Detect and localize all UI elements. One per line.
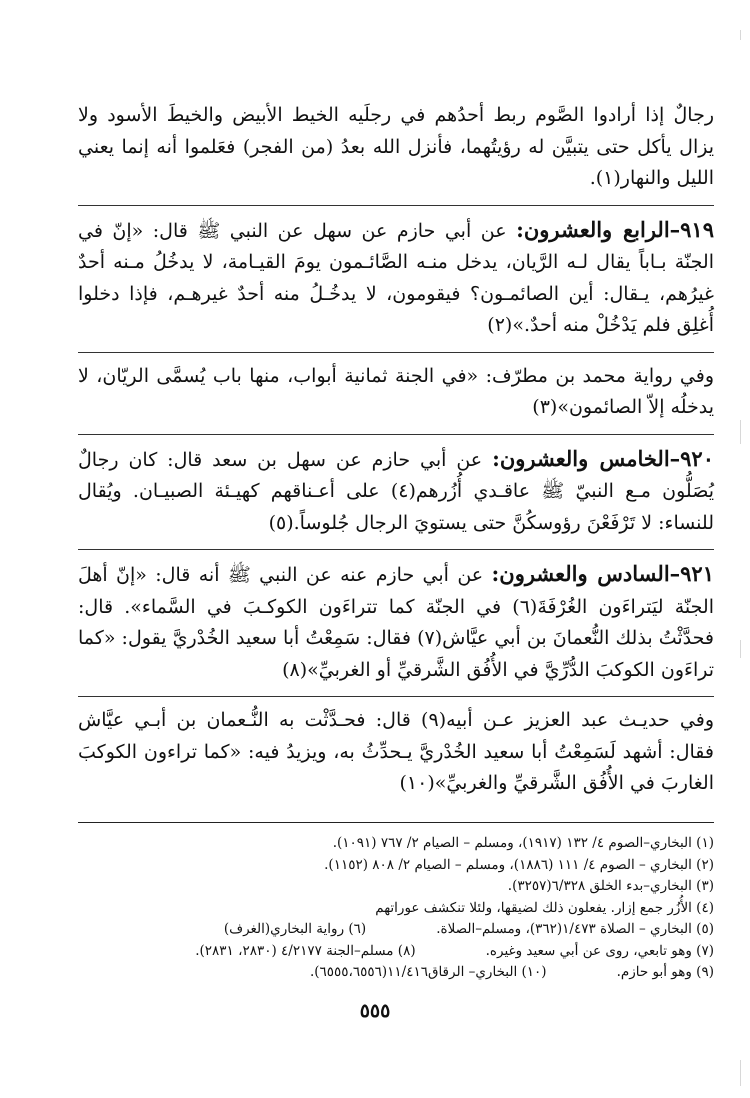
footnote-8: (٨) مسلم–الجنة ٤/٢١٧٧ (٢٨٣٠، ٢٨٣١). — [195, 942, 416, 959]
hadith-variant-paragraph — [78, 696, 714, 800]
hadith-text: عن أبي حازم عنه عن النبي ﷺ أنه قال: «إنّ أهلَ الجنّة ليَتراءَون الغُرْفَةَ(٦) في الجنّة كما تتراءَون الكوكـبَ في السَّماء». قال: فحدَّثْتُ بذلك النُّعمانَ بن أبي عيَّاش(٧) فقال: سَمِعْتُ أبا سعيد الخُدْريَّ يقول: «كما تراءَون الكوكبَ الدُّرِّيَّ في الأُفُق الشَّرقيِّ أو الغربيِّ»(٨) — [78, 564, 714, 681]
hadith-text: عن أبي حازم عن سهل بن سعد قال: كان رجالٌ يُصَلُّون مـع النبيّ ﷺ عاقـدي أُزُرهم(٤) على أعـناقهم كهيـئة الصبيـان. ويُقال للنساء: لا تَرْفَعْنَ رؤوسكُنَّ حتى يستويَ الرجال جُلوساً.(٥) — [78, 448, 714, 534]
hadith-920 — [78, 434, 714, 540]
scan-edge-mark — [740, 1060, 741, 1086]
footnote-row-5-6 — [78, 919, 714, 941]
footnote-6: (٦) رواية البخاري(الغرف) — [223, 921, 367, 937]
page-number: ٥٥٥ — [359, 1000, 391, 1022]
footnote-1: (١) البخاري–الصوم ٤/ ١٣٢ (١٩١٧)، ومسلم – الصيام ٢/ ٧٦٧ (١٠٩١). — [332, 835, 714, 851]
footnote-10: (١٠) البخاري– الرقاق١١/٤١٦(٦٥٥٥،٦٥٥٦). — [309, 964, 547, 980]
footnote-3: (٣) البخاري–بدء الخلق ٦/٣٢٨(٣٢٥٧). — [507, 878, 714, 894]
hadith-text: عن أبي حازم عن سهل عن النبي ﷺ قال: «إنّ في الجنّة بـاباً يقال لـه الرَّيان، يدخل منـه الصَّائـمون يومَ القيـامة، لا يدخُلُ مـنه أحدٌ غيرُهم، يـقال: أين الصائمـون؟ فيقومون، لا يدخُـلُ منه أحدٌ غيرهـم، فإذا دخلوا أُغلِق فلم يَدْخُلْ منه أحدٌ.»(٢) — [78, 219, 714, 336]
footnote-row-7-8 — [78, 941, 714, 963]
footnote-7: (٧) وهو تابعي، روى عن أبي سعيد وغيره. — [485, 942, 714, 959]
paragraph-text: رجالٌ إذا أرادوا الصَّوم ربط أحدُهم في رجلَيه الخيط الأبيض والخيطَ الأسود ولا يزال يأكل حتى يتبيَّن له رؤيتُهما، فأنزل الله بعدُ (من الفجر) فعَلموا أنه إنما يعني الليل والنهار(١). — [78, 104, 714, 189]
riwaya-paragraph — [78, 352, 714, 424]
hadith-heading: ٩٢٠–الخامس والعشرون: — [492, 445, 714, 471]
paragraph-continuation — [78, 100, 714, 195]
hadith-heading: ٩٢١–السادس والعشرون: — [491, 561, 714, 586]
hadith-heading: ٩١٩–الرابع والعشرون: — [516, 216, 714, 242]
hadith-921 — [78, 549, 714, 686]
footnote-4: (٤) الأُزُر جمع إزار. يفعلون ذلك لضيقها، ولئلا تنكشف عوراتهم — [375, 899, 714, 916]
scan-edge-mark — [740, 420, 741, 444]
main-text — [78, 100, 714, 810]
hadith-919 — [78, 205, 714, 342]
paragraph-text: وفي حديـث عبد العزيز عـن أبيه(٩) قال: فحـدَّثْت به النُّـعمان بن أبـي عيَّاش فقال: أشهد لَسَمِعْتُ أبا سعيد الخُدْريَّ يـحدِّثُ به، ويزيدُ فيه: «كما تراءون الكوكبَ الغاربَ في الأُفُق الشَّرقيِّ والغربيِّ»(١٠) — [78, 709, 714, 794]
footnote-5: (٥) البخاري – الصلاة ١/٤٧٣(٣٦٢)، ومسلم–الصلاة. — [436, 921, 714, 937]
footnote-9: (٩) وهو أبو حازم. — [616, 964, 714, 980]
footnote-2: (٢) البخاري – الصوم ٤/ ١١١ (١٨٨٦)، ومسلم – الصيام ٢/ ٨٠٨ (١١٥٢). — [324, 856, 714, 873]
scan-edge-mark — [740, 640, 741, 658]
scan-edge-mark — [740, 30, 741, 40]
footnote-row-9-10 — [78, 962, 714, 984]
paragraph-text: وفي رواية محمد بن مطرّف: «في الجنة ثمانية أبواب، منها باب يُسمَّى الريّان، لا يدخلُه إلاّ الصائمون»(٣) — [78, 364, 714, 418]
footnotes — [78, 822, 714, 984]
